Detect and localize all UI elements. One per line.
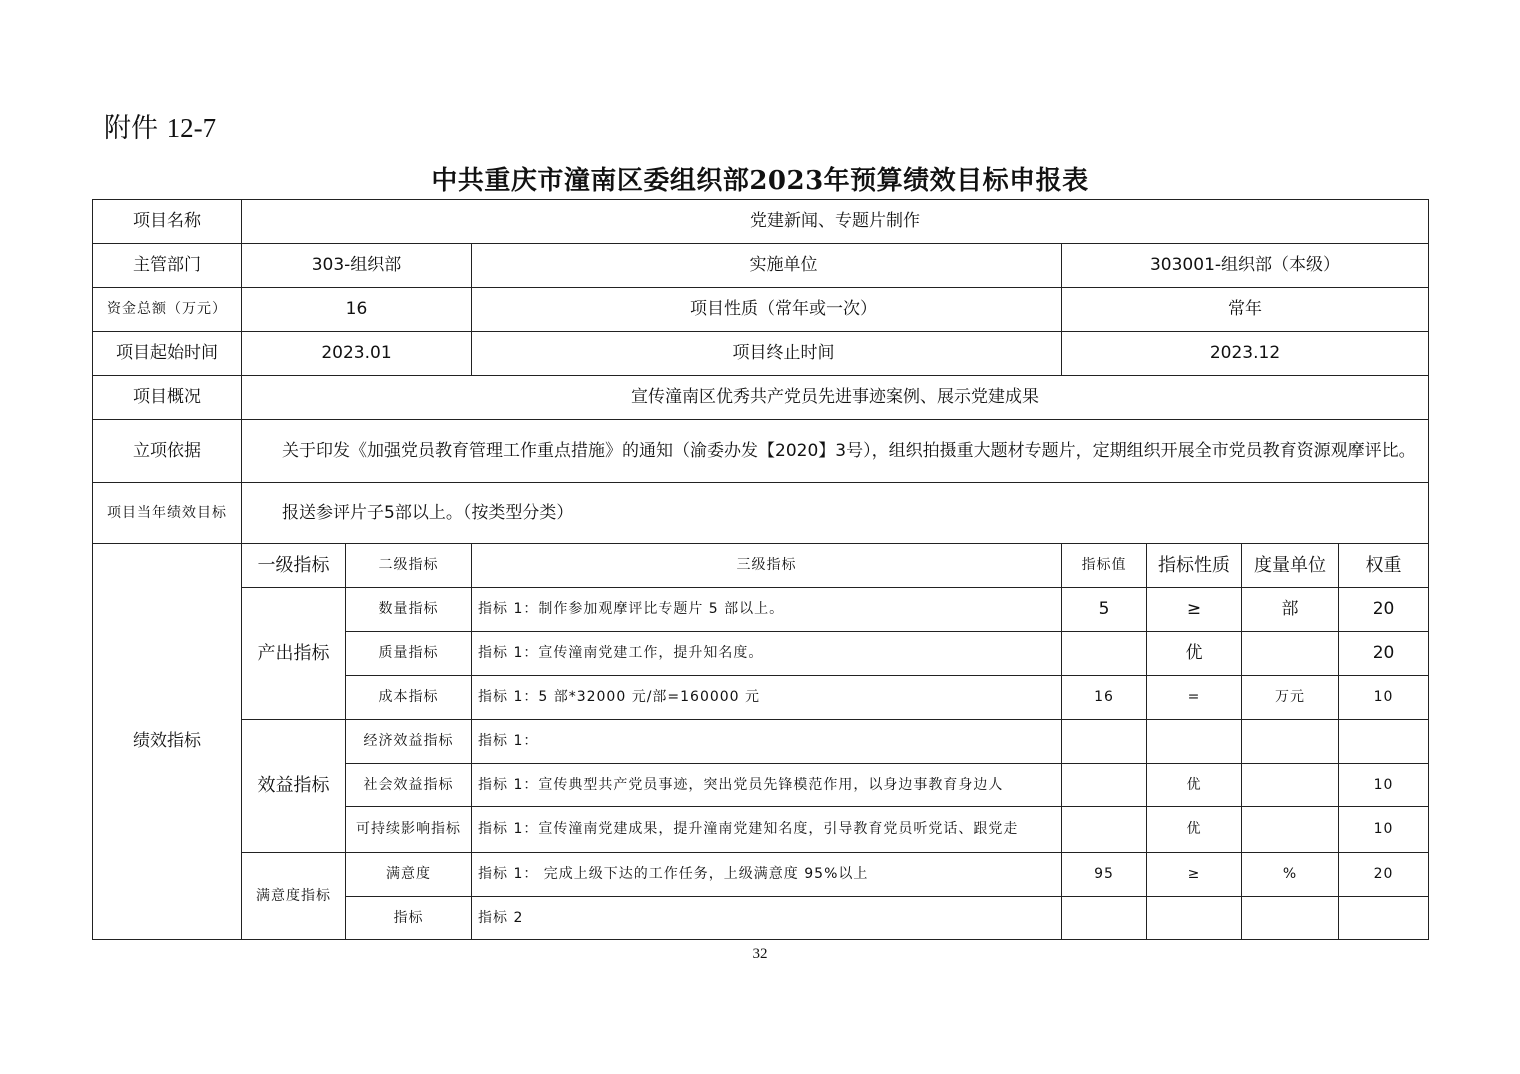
nature-cell: 优 <box>1147 807 1242 853</box>
unit-cell <box>1242 807 1339 853</box>
level2-cell: 指标 <box>346 897 472 940</box>
attachment-label <box>104 106 216 145</box>
nature-cell: = <box>1147 676 1242 720</box>
page-number: 32 <box>752 946 768 962</box>
goal-value: 报送参评片子5部以上。（按类型分类） <box>242 483 1429 544</box>
nature-cell: ≥ <box>1147 853 1242 897</box>
level3-cell: 指标 1：宣传潼南党建成果，提升潼南党建知名度，引导教育党员听党话、跟党走 <box>472 807 1062 853</box>
table-row <box>93 720 1429 764</box>
weight-cell: 10 <box>1339 764 1429 807</box>
row-basis <box>93 420 1429 483</box>
weight-cell: 20 <box>1339 632 1429 676</box>
weight-cell: 10 <box>1339 807 1429 853</box>
group-label-output: 产出指标 <box>242 588 346 720</box>
nature-cell: ≥ <box>1147 588 1242 632</box>
value-cell: 16 <box>1062 676 1147 720</box>
level3-cell: 指标 2 <box>472 897 1062 940</box>
header-nature: 指标性质 <box>1147 544 1242 588</box>
indicators-section-label: 绩效指标 <box>93 544 242 940</box>
level2-cell: 质量指标 <box>346 632 472 676</box>
attachment-number: 12-7 <box>166 113 217 143</box>
header-value: 指标值 <box>1062 544 1147 588</box>
value-cell <box>1062 720 1147 764</box>
start-value: 2023.01 <box>242 332 472 376</box>
header-level2: 二级指标 <box>346 544 472 588</box>
unit-cell: 万元 <box>1242 676 1339 720</box>
nature-cell: 优 <box>1147 764 1242 807</box>
row-fund <box>93 288 1429 332</box>
indicator-header-row <box>93 544 1429 588</box>
overview-label: 项目概况 <box>93 376 242 420</box>
unit-cell <box>1242 764 1339 807</box>
project-name-value: 党建新闻、专题片制作 <box>242 200 1429 244</box>
unit-cell <box>1242 720 1339 764</box>
row-overview <box>93 376 1429 420</box>
weight-cell: 20 <box>1339 588 1429 632</box>
end-value: 2023.12 <box>1062 332 1429 376</box>
attachment-word: 附件 <box>104 113 158 144</box>
header-level3: 三级指标 <box>472 544 1062 588</box>
basis-label: 立项依据 <box>93 420 242 483</box>
level3-cell: 指标 1：宣传潼南党建工作，提升知名度。 <box>472 632 1062 676</box>
level2-cell: 经济效益指标 <box>346 720 472 764</box>
unit-cell <box>1242 897 1339 940</box>
level3-cell: 指标 1： 完成上级下达的工作任务，上级满意度 95%以上 <box>472 853 1062 897</box>
nature-cell <box>1147 720 1242 764</box>
impl-value: 303001-组织部（本级） <box>1062 244 1429 288</box>
level2-cell: 满意度 <box>346 853 472 897</box>
value-cell <box>1062 764 1147 807</box>
level2-cell: 可持续影响指标 <box>346 807 472 853</box>
end-label: 项目终止时间 <box>472 332 1062 376</box>
value-cell <box>1062 897 1147 940</box>
table-row <box>93 853 1429 897</box>
value-cell <box>1062 632 1147 676</box>
group-label-benefit: 效益指标 <box>242 720 346 853</box>
dept-label: 主管部门 <box>93 244 242 288</box>
level3-cell: 指标 1： <box>472 720 1062 764</box>
fund-label: 资金总额（万元） <box>93 288 242 332</box>
nature-cell: 优 <box>1147 632 1242 676</box>
fund-value: 16 <box>242 288 472 332</box>
level3-cell: 指标 1：制作参加观摩评比专题片 5 部以上。 <box>472 588 1062 632</box>
nature-cell <box>1147 897 1242 940</box>
header-unit: 度量单位 <box>1242 544 1339 588</box>
level2-cell: 社会效益指标 <box>346 764 472 807</box>
row-goal <box>93 483 1429 544</box>
impl-label: 实施单位 <box>472 244 1062 288</box>
weight-cell: 10 <box>1339 676 1429 720</box>
project-name-label: 项目名称 <box>93 200 242 244</box>
row-time <box>93 332 1429 376</box>
level3-cell: 指标 1：5 部*32000 元/部=160000 元 <box>472 676 1062 720</box>
level3-cell: 指标 1：宣传典型共产党员事迹，突出党员先锋模范作用，以身边事教育身边人 <box>472 764 1062 807</box>
nature-value: 常年 <box>1062 288 1429 332</box>
value-cell <box>1062 807 1147 853</box>
header-level1: 一级指标 <box>242 544 346 588</box>
row-project-name <box>93 200 1429 244</box>
weight-cell <box>1339 720 1429 764</box>
overview-value: 宣传潼南区优秀共产党员先进事迹案例、展示党建成果 <box>242 376 1429 420</box>
start-label: 项目起始时间 <box>93 332 242 376</box>
value-cell: 95 <box>1062 853 1147 897</box>
weight-cell <box>1339 897 1429 940</box>
page-title: 中共重庆市潼南区委组织部2023年预算绩效目标申报表 <box>431 166 1089 196</box>
budget-performance-table <box>92 199 1429 940</box>
dept-value: 303-组织部 <box>242 244 472 288</box>
weight-cell: 20 <box>1339 853 1429 897</box>
unit-cell: % <box>1242 853 1339 897</box>
row-dept <box>93 244 1429 288</box>
unit-cell: 部 <box>1242 588 1339 632</box>
table-row <box>93 588 1429 632</box>
level2-cell: 数量指标 <box>346 588 472 632</box>
header-weight: 权重 <box>1339 544 1429 588</box>
goal-label: 项目当年绩效目标 <box>93 483 242 544</box>
group-label-satisfaction: 满意度指标 <box>242 853 346 940</box>
level2-cell: 成本指标 <box>346 676 472 720</box>
basis-value: 关于印发《加强党员教育管理工作重点措施》的通知（渝委办发【2020】3号），组织拍摄重大题材专题片，定期组织开展全市党员教育资源观摩评比。 <box>242 420 1429 483</box>
unit-cell <box>1242 632 1339 676</box>
nature-label: 项目性质（常年或一次） <box>472 288 1062 332</box>
value-cell: 5 <box>1062 588 1147 632</box>
